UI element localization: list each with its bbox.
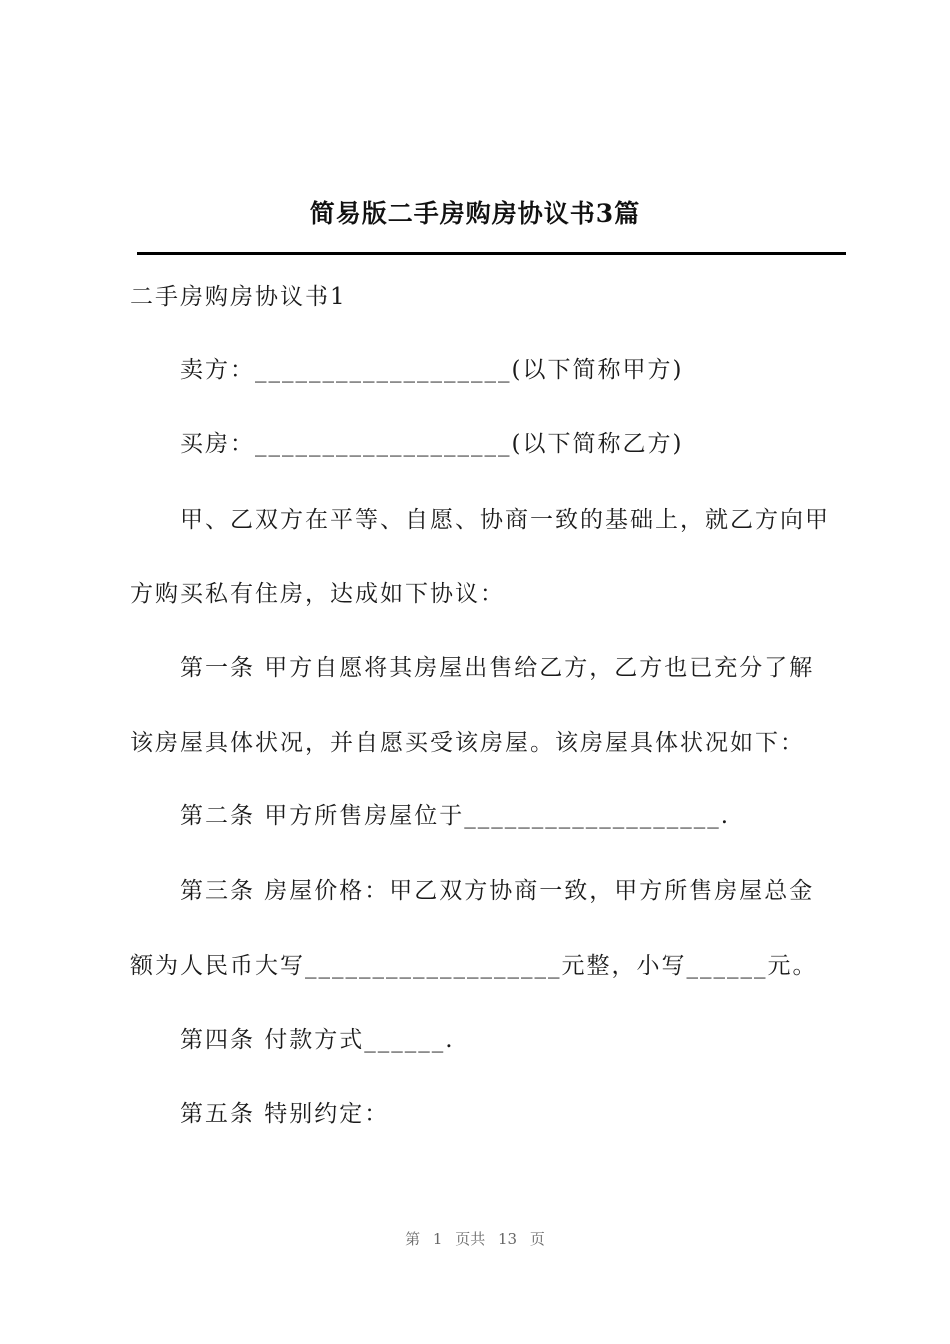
paragraph-line: 方购买私有住房，达成如下协议： bbox=[130, 581, 505, 607]
paragraph-line: 甲、乙双方在平等、自愿、协商一致的基础上，就乙方向甲 bbox=[180, 507, 830, 533]
clause-4-line: 第四条 付款方式______. bbox=[180, 1027, 455, 1053]
document-title: 简易版二手房购房协议书3篇 bbox=[309, 199, 641, 228]
clause-1-line: 第一条 甲方自愿将其房屋出售给乙方，乙方也已充分了解 bbox=[180, 655, 815, 681]
clause-3-line: 第三条 房屋价格：甲乙双方协商一致，甲方所售房屋总金 bbox=[180, 878, 815, 904]
section-heading: 二手房购房协议书1 bbox=[130, 284, 347, 310]
buyer-line: 买房：___________________(以下简称乙方) bbox=[180, 431, 684, 457]
clause-1-line: 该房屋具体状况，并自愿买受该房屋。该房屋具体状况如下： bbox=[130, 730, 805, 756]
title-divider bbox=[137, 252, 846, 255]
clause-5-line: 第五条 特别约定： bbox=[180, 1101, 390, 1127]
page-number-footer: 第 1 页共 13 页 bbox=[405, 1230, 545, 1248]
seller-line: 卖方：___________________(以下简称甲方) bbox=[180, 357, 684, 383]
clause-3-line: 额为人民币大写___________________元整，小写______元。 bbox=[130, 953, 818, 979]
clause-2-line: 第二条 甲方所售房屋位于___________________. bbox=[180, 803, 731, 829]
